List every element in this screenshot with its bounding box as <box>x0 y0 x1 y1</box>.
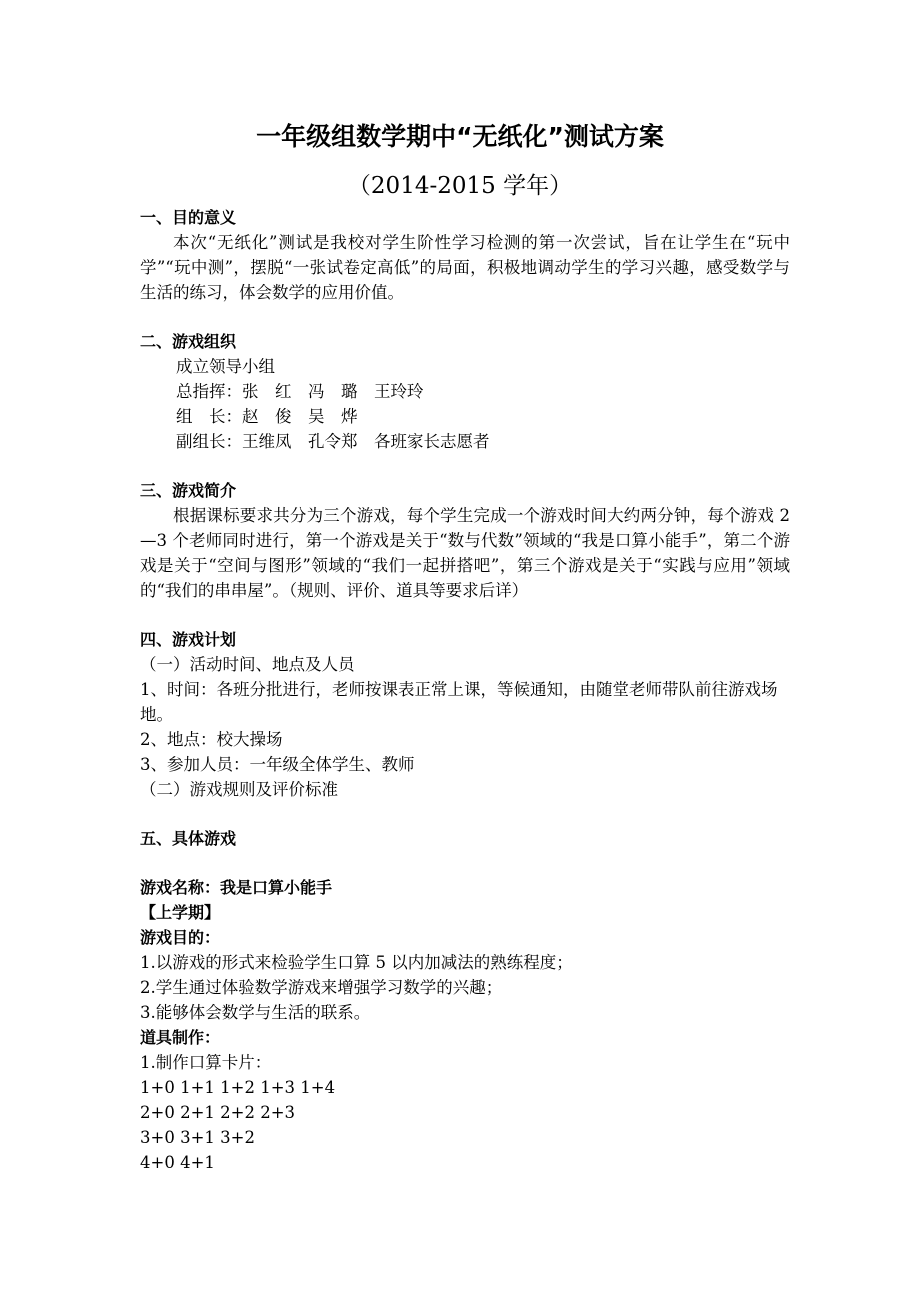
spacer <box>140 454 790 478</box>
section-heading-games: 五、具体游戏 <box>140 829 237 848</box>
game-props-intro: 1.制作口算卡片： <box>140 1053 272 1072</box>
game-term: 【上学期】 <box>140 903 221 922</box>
section-heading-intro: 三、游戏简介 <box>140 481 237 500</box>
spacer <box>140 851 790 875</box>
plan-line: 2、地点：校大操场 <box>140 730 283 749</box>
card-row: 3+0 3+1 3+2 <box>140 1128 255 1147</box>
section-heading-organization: 二、游戏组织 <box>140 332 237 351</box>
game-purpose-item: 3.能够体会数学与生活的联系。 <box>140 1003 371 1022</box>
section-heading-purpose: 一、目的意义 <box>140 208 237 227</box>
plan-line: 1、时间：各班分批进行，老师按课表正常上课，等候通知，由随堂老师带队前往游戏场地。 <box>140 680 778 724</box>
game-purpose-item: 1.以游戏的形式来检验学生口算 5 以内加减法的熟练程度； <box>140 953 573 972</box>
spacer <box>140 802 790 826</box>
plan-line: （一）活动时间、地点及人员 <box>140 655 355 674</box>
org-line: 组 长：赵 俊 吴 烨 <box>176 407 358 426</box>
section-heading-plan: 四、游戏计划 <box>140 630 237 649</box>
game-name: 游戏名称：我是口算小能手 <box>140 878 333 897</box>
org-line: 总指挥：张 红 冯 璐 王玲玲 <box>176 382 424 401</box>
spacer <box>140 603 790 627</box>
section-paragraph-purpose: 本次“无纸化”测试是我校对学生阶性学习检测的第一次尝试，旨在让学生在“玩中学”“玩中测”，摆脱“一张试卷定高低”的局面，积极地调动学生的学习兴趣，感受数学与生活的练习，体会数学的应用价值。 <box>140 233 790 302</box>
game-purpose-item: 2.学生通过体验数学游戏来增强学习数学的兴趣； <box>140 978 503 997</box>
document-title: 一年级组数学期中“无纸化”测试方案 <box>256 122 664 151</box>
org-line: 副组长：王维凤 孔令郑 各班家长志愿者 <box>176 432 490 451</box>
org-line: 成立领导小组 <box>176 357 275 376</box>
document-subtitle: （2014-2015 学年） <box>347 173 573 199</box>
plan-line: （二）游戏规则及评价标准 <box>140 780 338 799</box>
card-row: 2+0 2+1 2+2 2+3 <box>140 1103 296 1122</box>
game-purpose-heading: 游戏目的： <box>140 928 221 947</box>
spacer <box>140 305 790 329</box>
plan-line: 3、参加人员：一年级全体学生、教师 <box>140 755 415 774</box>
game-props-heading: 道具制作： <box>140 1028 221 1047</box>
card-row: 4+0 4+1 <box>140 1153 215 1172</box>
card-row: 1+0 1+1 1+2 1+3 1+4 <box>140 1078 336 1097</box>
document-body <box>140 205 790 1175</box>
section-paragraph-intro: 根据课标要求共分为三个游戏，每个学生完成一个游戏时间大约两分钟，每个游戏 2—3 个老师同时进行，第一个游戏是关于“数与代数”领域的“我是口算小能手”，第二个游戏是关于“空间与图形”领域的“我们一起拼搭吧”，第三个游戏是关于“实践与应用”领域的“我们的串串屋”。（规则、评价、道具等要求后详） <box>140 506 790 600</box>
